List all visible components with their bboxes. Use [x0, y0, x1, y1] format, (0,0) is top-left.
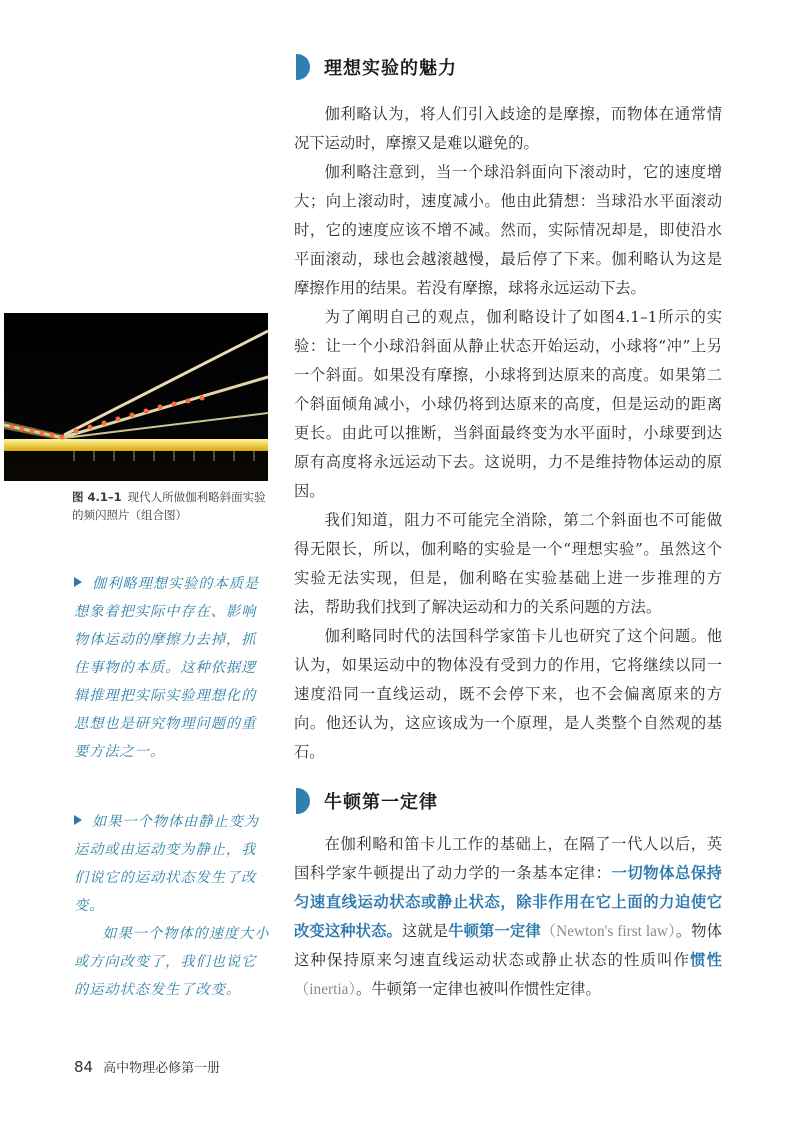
paragraph [294, 830, 722, 1004]
triangle-arrow-icon [74, 815, 82, 825]
note-text: 伽利略理想实验的本质是想象着把实际中存在、影响物体运动的摩擦力去掉，抓住事物的本质。这种依据逻辑推理把实际实验理想化的思想也是研究物理问题的重要方法之一。 [74, 576, 260, 760]
text: 。牛顿第一定律也被叫作惯性定律。 [356, 980, 601, 998]
figure-caption [72, 488, 268, 524]
figure-number: 图 4.1–1 [72, 490, 122, 504]
text: 这就是 [401, 922, 449, 940]
section-heading-newton-first-law [296, 788, 438, 814]
section1-body [294, 100, 722, 767]
heading-marker-icon [296, 54, 310, 80]
section-title: 理想实验的魅力 [324, 58, 457, 79]
side-note-ideal-experiment [74, 570, 270, 766]
strobe-photo [4, 313, 268, 481]
side-note-motion-state [74, 808, 270, 1004]
note-text: 如果一个物体由静止变为运动或由运动变为静止，我们说它的运动状态发生了改变。 [74, 814, 260, 914]
english-term: （Newton's first law） [540, 923, 676, 940]
term-newton-first-law: 牛顿第一定律 [448, 922, 541, 940]
section2-body [294, 830, 722, 1004]
incline-experiment-photo [4, 313, 268, 481]
note-text: 如果一个物体的速度大小或方向改变了，我们也说它的运动状态发生了改变。 [74, 926, 270, 998]
text: 在伽利略和笛卡儿工作的基础上，在隔了一代人以后，英国科学家牛顿提出了动力学的一条基本定律： [294, 835, 722, 882]
page-number: 84 [74, 1058, 94, 1076]
paragraph: 伽利略认为，将人们引入歧途的是摩擦，而物体在通常情况下运动时，摩擦又是难以避免的。 [294, 105, 722, 152]
note-paragraph [74, 808, 270, 920]
term-inertia: 惯性 [690, 951, 722, 969]
note-paragraph [74, 570, 270, 766]
law-statement: 一切物体总保持匀速直线运动状态或静止状态，除非作用在它上面的力迫使它改变这种状态。 [294, 864, 722, 940]
english-term: （inertia） [294, 981, 357, 998]
figure-caption-text: 现代人所做伽利略斜面实验的频闪照片（组合图） [72, 490, 266, 522]
heading-marker-icon [296, 788, 310, 814]
triangle-arrow-icon [74, 577, 82, 587]
paragraph: 伽利略注意到，当一个球沿斜面向下滚动时，它的速度增大；向上滚动时，速度减小。他由此猜想：当球沿水平面滚动时，它的速度应该不增不减。然而，实际情况却是，即使沿水平面滚动，球也会越滚越慢，最后停了下来。伽利略认为这是摩擦作用的结果。若没有摩擦，球将永远运动下去。 [294, 163, 722, 297]
text: 。物体这种保持原来匀速直线运动状态或静止状态的性质叫作 [294, 922, 722, 969]
paragraph: 伽利略同时代的法国科学家笛卡儿也研究了这个问题。他认为，如果运动中的物体没有受到力的作用，它将继续以同一速度沿同一直线运动，既不会停下来，也不会偏离原来的方向。他还认为，这应该成为一个原理，是人类整个自然观的基石。 [294, 627, 722, 761]
paragraph: 我们知道，阻力不可能完全消除，第二个斜面也不可能做得无限长，所以，伽利略的实验是一个“理想实验”。虽然这个实验无法实现，但是，伽利略在实验基础上进一步推理的方法，帮助我们找到了解决运动和力的关系问题的方法。 [294, 511, 722, 616]
book-title: 高中物理必修第一册 [103, 1061, 221, 1076]
paragraph: 为了阐明自己的观点，伽利略设计了如图4.1–1所示的实验：让一个小球沿斜面从静止状态开始运动，小球将“冲”上另一个斜面。如果没有摩擦，小球将到达原来的高度。如果第二个斜面倾角减小，小球仍将到达原来的高度，但是运动的距离更长。由此可以推断，当斜面最终变为水平面时，小球要到达原有高度将永远运动下去。这说明，力不是维持物体运动的原因。 [294, 308, 722, 500]
note-paragraph [74, 920, 270, 1004]
section-heading-ideal-experiment [296, 54, 457, 80]
section-title: 牛顿第一定律 [324, 792, 438, 813]
page-footer [74, 1057, 220, 1076]
